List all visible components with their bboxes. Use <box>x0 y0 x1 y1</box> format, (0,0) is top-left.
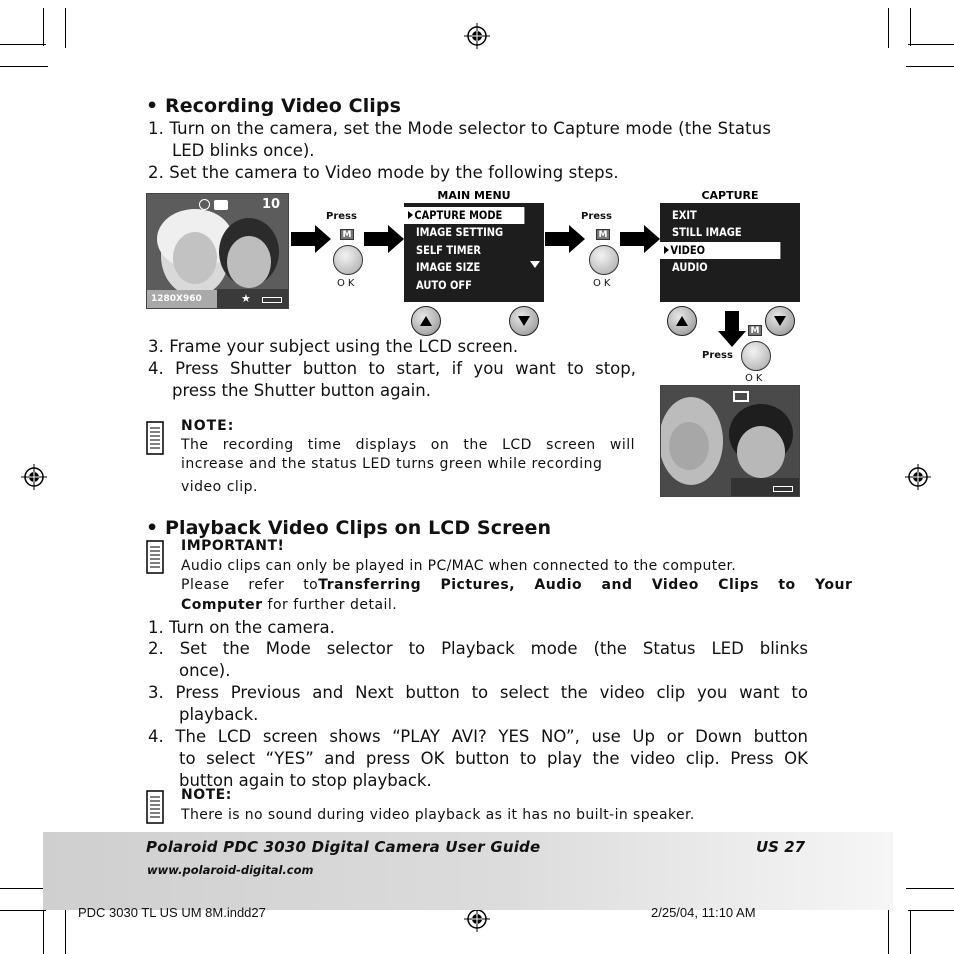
section-heading-recording: • Recording Video Clips <box>146 95 402 117</box>
step-3: 3. Frame your subject using the LCD screen. <box>148 337 519 356</box>
selection-pointer-icon <box>664 246 669 254</box>
note-icon <box>146 421 164 455</box>
main-menu-item: AUTO OFF <box>416 278 472 292</box>
crop-mark <box>0 44 46 45</box>
arrow-right-icon <box>620 225 660 253</box>
main-menu-item: IMAGE SIZE <box>416 260 481 274</box>
crop-mark <box>0 66 48 67</box>
important-label: IMPORTANT! <box>181 538 285 554</box>
flash-icon <box>199 199 210 210</box>
playback-step-3-line-2: playback. <box>179 705 259 724</box>
capture-menu-item: EXIT <box>672 208 697 222</box>
step-4-line-2: press the Shutter button again. <box>172 381 431 400</box>
press-label: Press <box>702 350 733 361</box>
m-badge: M <box>748 325 762 336</box>
footer-url: www.polaroid-digital.com <box>147 863 314 877</box>
step-2: 2. Set the camera to Video mode by the following steps. <box>148 163 619 182</box>
note-line-1: The recording time displays on the LCD screen will <box>181 437 635 453</box>
up-button-icon <box>667 306 697 336</box>
important-line-2 <box>181 576 853 596</box>
press-label: Press <box>581 211 612 222</box>
cross-reference-link: Computer <box>181 597 263 613</box>
m-badge: M <box>340 229 354 240</box>
crop-mark <box>0 910 46 911</box>
ok-label: OK <box>745 373 766 384</box>
m-badge: M <box>596 229 610 240</box>
playback-step-4-line-1: 4. The LCD screen shows “PLAY AVI? YES NO”, use Up or Down button <box>148 727 808 746</box>
preview-shot-count: 10 <box>262 197 281 212</box>
camera-preview-screen <box>146 193 289 309</box>
playback-step-4-line-2: to select “YES” and press OK button to play the video clip. Press OK <box>179 749 808 768</box>
note-label: NOTE: <box>181 418 235 434</box>
arrow-right-icon <box>364 225 404 253</box>
main-menu-item: IMAGE SETTING <box>416 225 504 239</box>
crop-mark <box>43 910 44 954</box>
arrow-right-icon <box>291 225 331 253</box>
cross-reference-link: Transferring Pictures, Audio and Video Clips to Your <box>318 577 853 593</box>
important-line-2-text: Please refer to <box>181 577 319 593</box>
down-button-icon <box>765 306 795 336</box>
important-line-1: Audio clips can only be played in PC/MAC when connected to the computer. <box>181 558 737 574</box>
star-icon: ★ <box>241 292 251 305</box>
note-line-2: increase and the status LED turns green while recording <box>181 456 603 472</box>
footer-guide-title: Polaroid PDC 3030 Digital Camera User Guide <box>146 838 541 856</box>
crop-mark <box>0 888 48 889</box>
playback-step-4-line-3: button again to stop playback. <box>179 771 432 790</box>
slug-file-name: PDC 3030 TL US UM 8M.indd27 <box>78 905 266 920</box>
note-line-3: video clip. <box>181 479 259 495</box>
playback-step-2-line-1: 2. Set the Mode selector to Playback mode (the Status LED blinks <box>148 639 808 658</box>
note-label: NOTE: <box>181 787 232 803</box>
note-icon <box>146 790 164 824</box>
ok-button-icon <box>589 245 619 275</box>
selection-pointer-icon <box>408 211 413 219</box>
press-label: Press <box>326 211 357 222</box>
battery-icon <box>773 486 793 492</box>
crop-mark <box>910 8 911 46</box>
main-menu-item: SELF TIMER <box>416 243 482 257</box>
playback-step-3-line-1: 3. Press Previous and Next button to select the video clip you want to <box>148 683 808 702</box>
important-icon <box>146 540 164 574</box>
down-button-icon <box>509 306 539 336</box>
capture-menu-item: VIDEO <box>660 242 780 259</box>
scroll-down-indicator-icon <box>530 261 540 268</box>
crop-mark <box>65 8 66 48</box>
slug-date: 2/25/04, 11:10 AM <box>651 905 756 920</box>
ok-label: OK <box>337 278 358 289</box>
video-camera-icon <box>733 391 749 402</box>
ok-button-icon <box>741 341 771 371</box>
main-menu-title: MAIN MENU <box>404 189 544 203</box>
playback-step-1: 1. Turn on the camera. <box>148 618 335 637</box>
step-1-line-2: LED blinks once). <box>172 141 315 160</box>
important-line-3 <box>181 596 397 616</box>
step-1-line-1: 1. Turn on the camera, set the Mode selector to Capture mode (the Status <box>148 119 772 138</box>
children-photo <box>661 386 800 497</box>
arrow-right-icon <box>545 225 585 253</box>
crop-mark <box>888 8 889 48</box>
crop-mark <box>906 888 954 889</box>
ok-button-icon <box>333 245 363 275</box>
video-preview-screen <box>660 385 800 497</box>
note-text: There is no sound during video playback as it has no built-in speaker. <box>181 807 695 823</box>
capture-menu-item: STILL IMAGE <box>672 225 742 239</box>
playback-step-2-line-2: once). <box>179 661 231 680</box>
crop-mark <box>906 66 954 67</box>
crop-mark <box>888 908 889 954</box>
crop-mark <box>43 8 44 46</box>
footer-page-number: US 27 <box>756 838 806 856</box>
camera-icon <box>214 200 228 210</box>
crop-mark <box>908 44 954 45</box>
battery-icon <box>262 297 282 303</box>
important-line-3-text: for further detail. <box>262 597 398 613</box>
arrow-down-icon <box>718 311 746 347</box>
capture-menu-screen <box>660 189 800 302</box>
main-menu-screen <box>404 189 544 302</box>
section-heading-playback: • Playback Video Clips on LCD Screen <box>146 517 552 539</box>
registration-mark-icon <box>21 464 47 490</box>
step-4-line-1: 4. Press Shutter button to start, if you want to stop, <box>148 359 636 378</box>
preview-resolution: 1280X960 <box>151 294 202 304</box>
registration-mark-icon <box>905 464 931 490</box>
capture-menu-item: AUDIO <box>672 260 708 274</box>
registration-mark-icon <box>464 23 490 49</box>
ok-label: OK <box>593 278 614 289</box>
crop-mark <box>65 908 66 954</box>
crop-mark <box>910 910 911 954</box>
capture-menu-title: CAPTURE <box>660 189 800 203</box>
crop-mark <box>908 910 954 911</box>
main-menu-item: CAPTURE MODE <box>404 207 524 224</box>
up-button-icon <box>411 306 441 336</box>
